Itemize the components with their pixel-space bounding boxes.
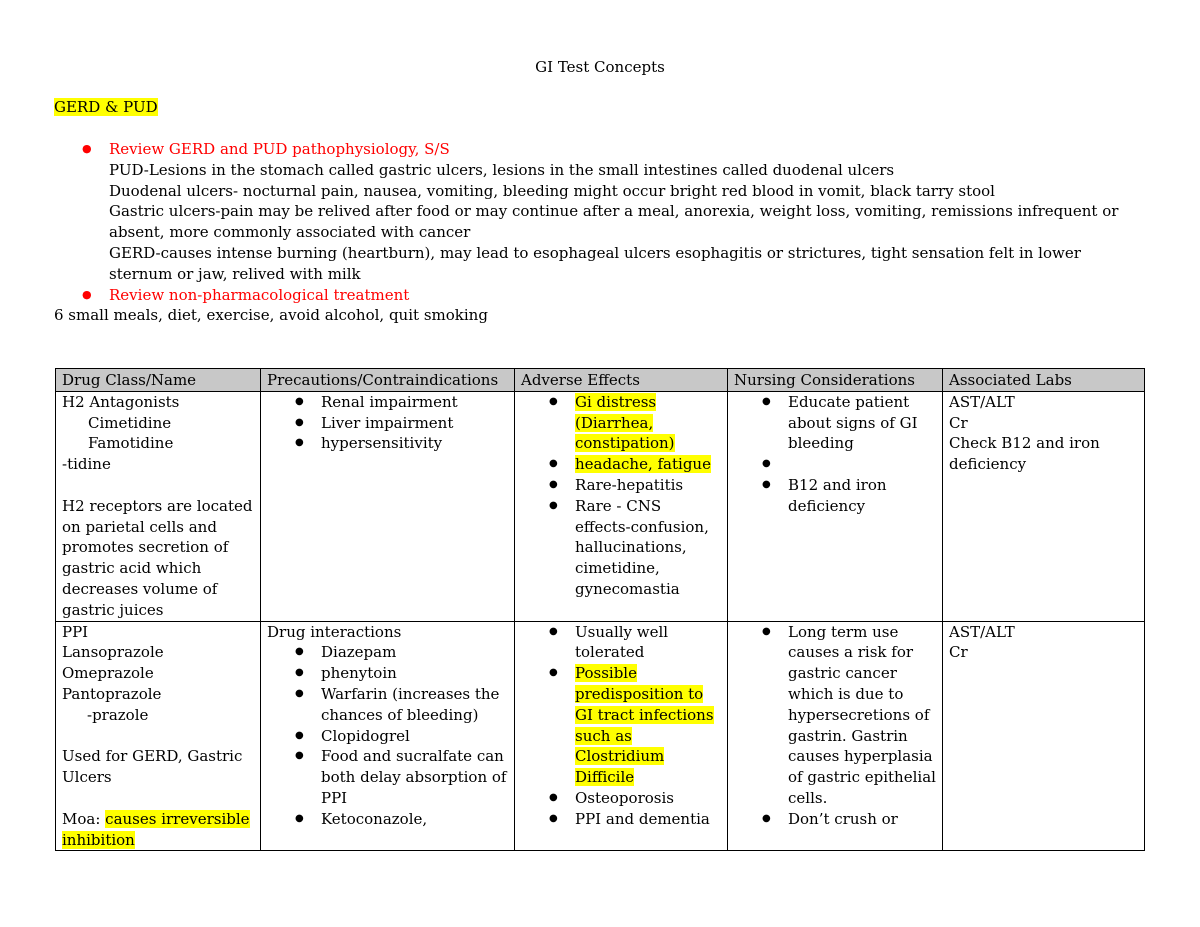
drug-suffix: -prazole — [87, 705, 149, 724]
list-item: ● Clopidogrel — [267, 726, 508, 747]
drug-class: PPI — [62, 622, 89, 641]
document-title: GI Test Concepts — [535, 58, 665, 76]
review-line-gerd: GERD-causes intense burning (heartburn), may lead to esophageal ulcers esophagitis or strictures, tight sensation felt in lower sternum or jaw, relived with milk — [109, 243, 1081, 283]
cell-nursing-h2 — [728, 391, 943, 621]
list-item: ● Rare-hepatitis — [521, 475, 721, 496]
list-item: ● Food and sucralfate can both delay absorption of PPI — [267, 746, 508, 808]
table-row — [56, 391, 1145, 621]
list-item: ● Usually well tolerated — [521, 622, 721, 664]
list-item — [521, 663, 721, 788]
cell-labs-h2 — [943, 391, 1145, 621]
list-item: ● Long term use causes a risk for gastric cancer which is due to hypersecretions of gastrin. Gastrin causes hyperplasia of gastric epithelial cells. — [734, 622, 936, 809]
list-item — [521, 454, 721, 475]
drug-name: Pantoprazole — [62, 684, 162, 703]
drug-suffix: -tidine — [62, 455, 111, 474]
list-item: ● Renal impairment — [267, 392, 508, 413]
drug-name: Famotidine — [88, 434, 174, 453]
drug-use: Used for GERD, Gastric Ulcers — [62, 747, 243, 787]
highlighted-text: Possible predisposition to GI tract infections such as Clostridium Difficile — [575, 664, 714, 787]
cell-adverse-h2 — [515, 391, 728, 621]
section-heading — [54, 97, 158, 118]
header-nursing: Nursing Considerations — [728, 369, 943, 392]
list-item: ● Rare - CNS effects-confusion, hallucinations, cimetidine, gynecomastia — [521, 496, 721, 600]
list-item: ● Liver impairment — [267, 413, 508, 434]
header-drug-class: Drug Class/Name — [56, 369, 261, 392]
lab-item: AST/ALT — [949, 392, 1015, 411]
table-header-row — [56, 369, 1145, 392]
lab-item: AST/ALT — [949, 622, 1015, 641]
header-adverse-effects: Adverse Effects — [515, 369, 728, 392]
review-line-nonpharm: 6 small meals, diet, exercise, avoid alcohol, quit smoking — [54, 306, 488, 325]
list-item: ● phenytoin — [267, 663, 508, 684]
drug-name: Lansoprazole — [62, 643, 164, 662]
list-item: ● Diazepam — [267, 642, 508, 663]
list-item: ● Ketoconazole, — [267, 809, 508, 830]
section-heading-text: GERD & PUD — [54, 98, 158, 116]
moa-label: Moa: — [62, 809, 101, 828]
table-row — [56, 621, 1145, 851]
header-precautions: Precautions/Contraindications — [261, 369, 515, 392]
drug-name: Cimetidine — [88, 413, 172, 432]
list-item: ● PPI and dementia — [521, 809, 721, 830]
review-list — [54, 139, 1144, 326]
review-line-duodenal: Duodenal ulcers- nocturnal pain, nausea, vomiting, bleeding might occur bright red blood in vomit, black tarry stool — [109, 181, 995, 200]
lab-item: Check B12 and iron deficiency — [949, 434, 1100, 474]
list-item — [521, 392, 721, 454]
review-line-gastric: Gastric ulcers-pain may be relived after food or may continue after a meal, anorexia, weight loss, vomiting, remissions infrequent or absent, more commonly associated with cancer — [109, 202, 1119, 242]
lab-item: Cr — [949, 413, 968, 432]
cell-drug-h2 — [56, 391, 261, 621]
drug-name: Omeprazole — [62, 664, 154, 683]
cell-drug-ppi — [56, 621, 261, 851]
cell-labs-ppi — [943, 621, 1145, 851]
highlighted-text: Gi distress (Diarrhea, constipation) — [575, 392, 675, 453]
lab-item: Cr — [949, 643, 968, 662]
review-line-pud: PUD-Lesions in the stomach called gastric ulcers, lesions in the small intestines called duodenal ulcers — [109, 160, 895, 179]
review-item-pathophysiology: ● Review GERD and PUD pathophysiology, S/S — [54, 139, 1144, 160]
list-item: ● Osteoporosis — [521, 788, 721, 809]
list-item: ● B12 and iron deficiency — [734, 475, 936, 517]
cell-nursing-ppi — [728, 621, 943, 851]
review-item-nonpharm: ● Review non-pharmacological treatment — [54, 285, 1144, 306]
cell-precautions-ppi — [261, 621, 515, 851]
list-item: ● Educate patient about signs of GI bleeding — [734, 392, 936, 454]
cell-adverse-ppi — [515, 621, 728, 851]
list-item: ● Don’t crush or — [734, 809, 936, 830]
drug-class: H2 Antagonists — [62, 392, 180, 411]
highlighted-text: causes irreversible inhibition — [62, 809, 250, 849]
cell-precautions-h2 — [261, 391, 515, 621]
header-labs: Associated Labs — [943, 369, 1145, 392]
list-item: ● Warfarin (increases the chances of bleeding) — [267, 684, 508, 726]
highlighted-text: headache, fatigue — [575, 455, 711, 474]
drug-table — [55, 368, 1145, 851]
list-item: ● hypersensitivity — [267, 433, 508, 454]
drug-moa — [62, 809, 254, 851]
precautions-label: Drug interactions — [267, 622, 402, 641]
drug-moa: H2 receptors are located on parietal cells and promotes secretion of gastric acid which decreases volume of gastric juices — [62, 496, 253, 619]
